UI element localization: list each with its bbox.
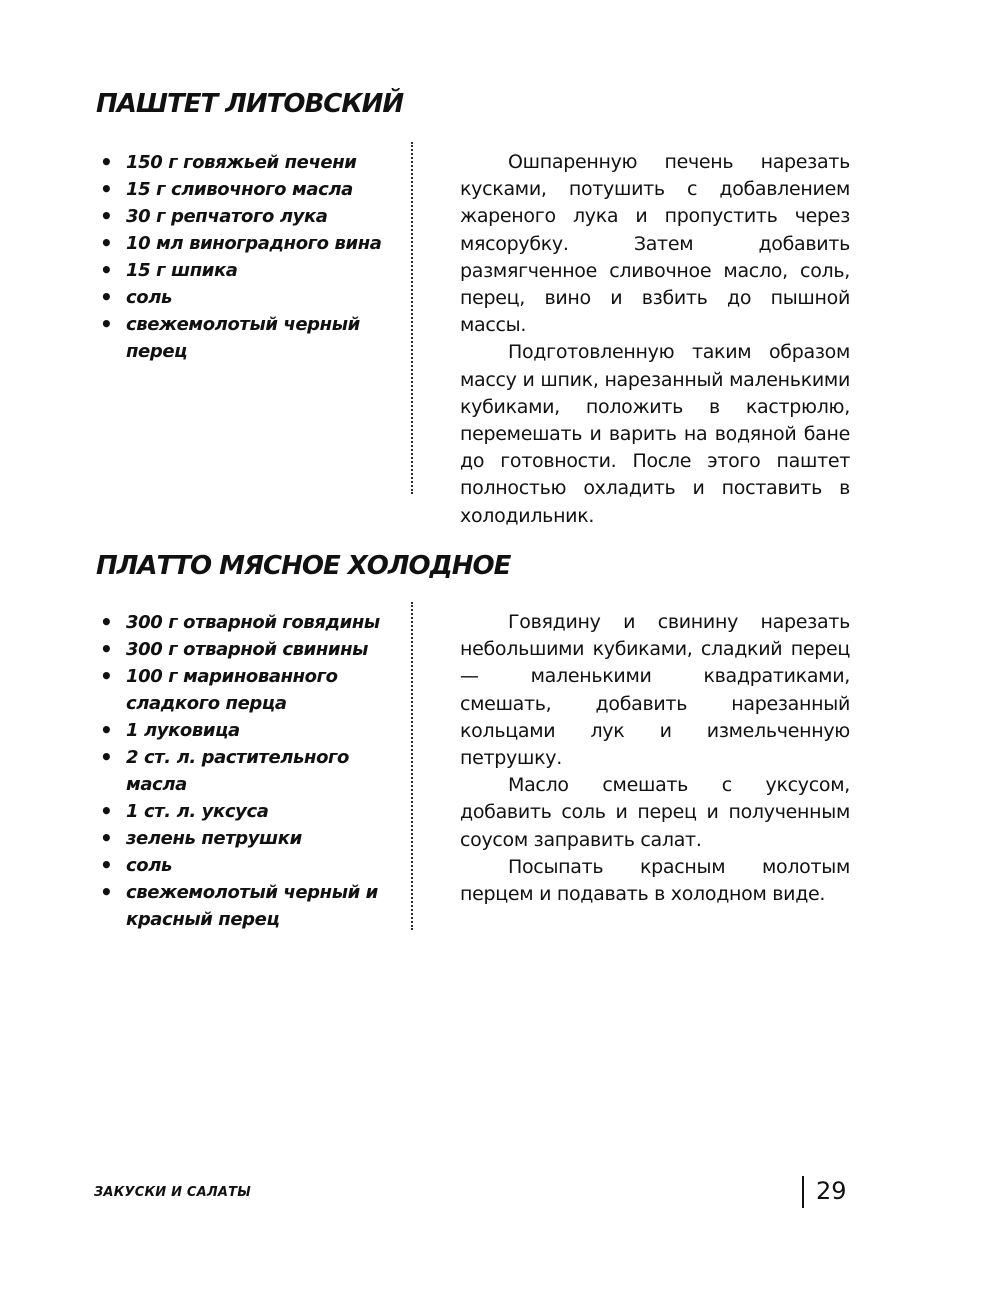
ingredient-item: • 10 мл виноградного вина (98, 230, 398, 257)
ingredient-item: • 15 г шпика (98, 257, 398, 284)
ingredient-item: • 300 г отварной свинины (98, 636, 398, 663)
ingredient-item: • свежемолотый черный перец (98, 311, 398, 365)
recipe-title: ПАШТЕТ ЛИТОВСКИЙ (96, 89, 404, 119)
ingredient-item: • 1 луковица (98, 717, 398, 744)
method-text (460, 609, 850, 908)
ingredient-item: • свежемолотый черный и красный перец (98, 879, 398, 933)
ingredient-list (98, 149, 398, 365)
running-footer: ЗАКУСКИ И САЛАТЫ (94, 1185, 251, 1200)
ingredient-item: • 30 г репчатого лука (98, 203, 398, 230)
ingredient-item: • 2 ст. л. растительного масла (98, 744, 398, 798)
ingredient-item: • зелень петрушки (98, 825, 398, 852)
method-paragraph: Посыпать красным молотым перцем и подавать в холодном виде. (460, 855, 850, 906)
ingredient-item: • 1 ст. л. уксуса (98, 798, 398, 825)
ingredient-item: • соль (98, 852, 398, 879)
ingredient-list (98, 609, 398, 933)
method-paragraph: Подготовленную таким образом массу и шпик, нарезанный маленькими кубиками, положить в кастрюлю, перемешать и варить на водяной бане до готовности. После этого паштет полностью охладить и поставить в холодильник. (460, 341, 850, 527)
method-paragraph: Масло смешать с уксусом, добавить соль и перец и полученным соусом заправить салат. (460, 774, 850, 851)
ingredient-item: • 300 г отварной говядины (98, 609, 398, 636)
ingredient-item: • 150 г говяжьей печени (98, 149, 398, 176)
column-divider (411, 142, 413, 494)
method-text (460, 149, 850, 530)
recipe-title: ПЛАТТО МЯСНОЕ ХОЛОДНОЕ (96, 551, 511, 581)
method-paragraph: Ошпаренную печень нарезать кусками, потушить с добавлением жареного лука и пропустить через мясорубку. Затем добавить размягченное сливочное масло, соль, перец, вино и взбить до пышной массы. (460, 151, 850, 337)
page-number: 29 (816, 1177, 847, 1205)
ingredient-item: • 100 г маринованного сладкого перца (98, 663, 398, 717)
column-divider (411, 602, 413, 930)
page-number-rule (802, 1176, 804, 1208)
method-paragraph: Говядину и свинину нарезать небольшими кубиками, сладкий перец — маленькими квадратиками, смешать, добавить нарезанный кольцами лук и измельченную петрушку. (460, 611, 850, 770)
ingredient-item: • 15 г сливочного масла (98, 176, 398, 203)
ingredient-item: • соль (98, 284, 398, 311)
